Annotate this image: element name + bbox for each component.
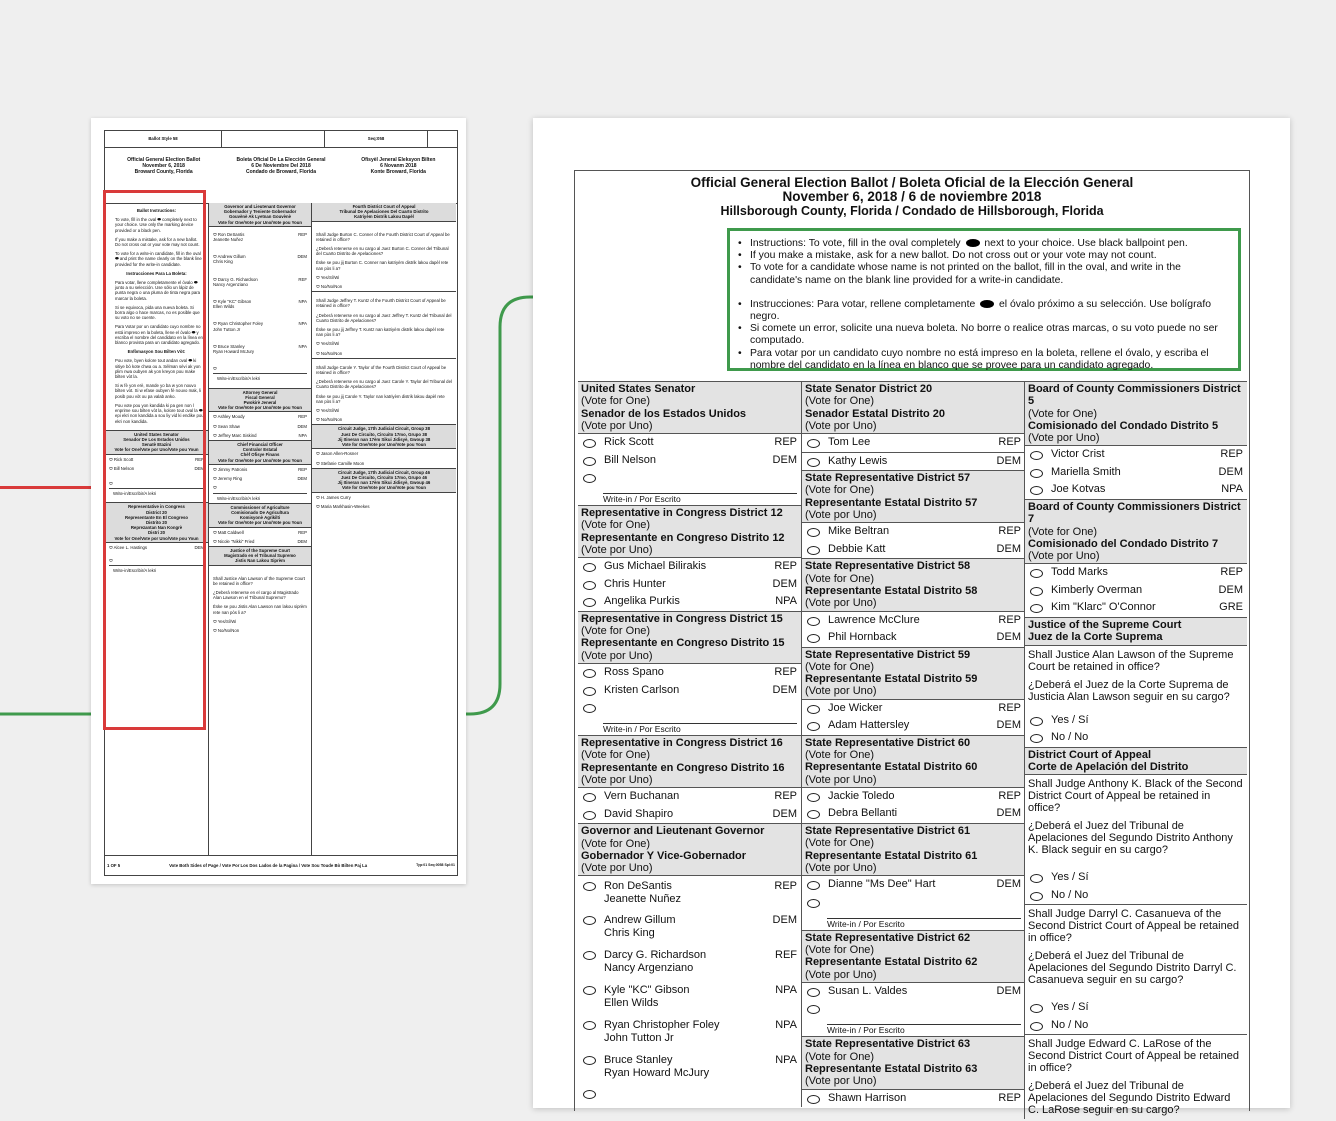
candidate-option[interactable]: Ron DeSantis Jeanette Nuñez REP [578,875,801,910]
sb-candidate[interactable]: ⬭ Kyle "KC" Gibson Ellen Wilds NPA [213,299,307,310]
candidate-option[interactable]: Adam Hattersley DEM [802,717,1025,735]
candidate-option[interactable]: Ryan Christopher Foley John Tutton Jr NPA [578,1015,801,1050]
write-in-option[interactable] [578,1085,801,1121]
yes-option[interactable]: Yes / Sí [1025,869,1247,887]
sb-no-option[interactable]: ⬭ No/No/Non [316,417,343,423]
race-state-rep-60: State Representative District 60 (Vote for One) Representante Estatal Distrito 60 (Vote por Uno) Jackie Toledo REP Debra Bellanti DEM [802,735,1025,823]
small-ballot-column-2: Governor and Lieutenant Governor Gobernador y Teniente Gobernador Gouvènè Ak Lyetnan Gouvènè Vote for One/Vote por Uno/Vote pou Youn ⬭ Ron DeSantis Jeanette Nuñez REP ⬭ Andrew Gillum Chris King DEM ⬭ Darcy G. Richardson Nancy Argenziano REF ⬭ Kyle "KC" Gibson Ellen Wilds NPA ⬭ Ryan Christopher Foley John Tutton Jr NPA ⬭ Bruce Stanley Ryan Howard McJury NPA ⬭ Write-in/Escribir/A lekri Attorney General Fiscal General Pwokirè Jeneral Vote for One/Vote por Uno/Vote pou Youn ⬭ Ashley Moody REP ⬭ Sean Shaw DEM ⬭ Jeffrey Marc Siskind NPA Chief Financial Officer Contralor Estatal Chèf Ofisye Finans Vote for One/Vote por Uno/Vote pou Youn ⬭ Jimmy Patronis REP ⬭ Jeremy Ring DEM ⬭ Write-in/Escribir/A lekri Commissioner of Agriculture Comisionado De Agricultura Komisyonè Agrikilti Vote for One/Vote por Uno/Vote pou Youn ⬭ Matt Caldwell REP ⬭ Nicole "Nikki" Fried DEM Justice of the Supreme Court Magistrado en el Tribunal Supremo Jistis Nan Lakou Siprèm Shall Justice Alan Lawson of the Supreme Court be retained in office? ¿Deberá retenerse en el cargo al Magistrado Alan Lawson en el Tribunal Supremo? Èske se pou Jistis Alan Lawson nan lakou siprèm rete nan pòs li a? ⬭ Yes/Sí/Wi ⬭ No/No/Non [209,203,312,855]
candidate-option[interactable]: Gus Michael Bilirakis REP [578,557,801,576]
sb-candidate[interactable]: ⬭ Nicole "Nikki" Fried DEM [213,538,307,544]
candidate-option[interactable]: Ross Spano REP [578,663,801,682]
candidate-option[interactable]: Joe Wicker REP [802,699,1025,718]
sb-no-option[interactable]: ⬭ No/No/Non [316,350,343,356]
candidate-option[interactable]: Bill Nelson DEM [578,452,801,470]
candidate-option[interactable]: Rick Scott REP [578,433,801,452]
yes-option[interactable]: Yes / Sí [1025,712,1247,730]
race-us-senator: United States Senator (Vote for One) Senador de los Estados Unidos (Vote por Uno) Rick Scott REP Bill Nelson DEM Write-in / Por Escrito [578,381,801,505]
candidate-option[interactable]: Vern Buchanan REP [578,787,801,806]
candidate-option[interactable]: Lawrence McClure REP [802,611,1025,630]
candidate-option[interactable]: Angelika Purkis NPA [578,593,801,611]
sb-candidate[interactable]: ⬭ Maria Markhasin-Weekes [316,503,370,509]
candidate-option[interactable]: David Shapiro DEM [578,806,801,824]
sb-candidate[interactable]: ⬭ Bruce Stanley Ryan Howard McJury NPA [213,343,307,355]
candidate-option[interactable]: Shawn Harrison REP [802,1089,1025,1108]
seq-label: Seq:058 [325,131,428,147]
race-bcc-7: Board of County Commissioners District 7 (Vote for One) Comisionado del Condado Distrito 7 (Vote por Uno) Todd Marks REP Kimberly Overman DEM Kim "Klarc" O'Connor GRE [1025,499,1247,617]
no-option[interactable]: No / No [1025,729,1247,747]
no-option[interactable]: No / No [1025,887,1247,905]
red-connector-line [0,486,104,489]
sb-yes-option[interactable]: ⬭ Yes/Sí/Wi [316,408,340,414]
candidate-option[interactable]: Darcy G. Richardson Nancy Argenziano REF [578,945,801,980]
write-in-option[interactable]: Write-in / Por Escrito [578,699,801,735]
sb-no-option[interactable]: ⬭ No/No/Non [213,627,240,633]
sb-candidate[interactable]: ⬭ Ryan Christopher Foley John Tutton Jr NPA [213,321,307,332]
ballot-column-1 [578,381,801,1121]
sb-candidate[interactable]: ⬭ Sean Shaw DEM [213,423,307,429]
candidate-option[interactable]: Victor Crist REP [1025,445,1247,464]
candidate-option[interactable]: Chris Hunter DEM [578,576,801,594]
candidate-option[interactable]: Kyle "KC" Gibson Ellen Wilds NPA [578,980,801,1015]
candidate-option[interactable]: Debra Bellanti DEM [802,805,1025,823]
sb-candidate[interactable]: ⬭ Darcy G. Richardson Nancy Argenziano REF [213,276,307,287]
write-in-option[interactable]: Write-in / Por Escrito [802,894,1025,930]
filled-oval-icon [966,239,980,247]
candidate-option[interactable]: Kathy Lewis DEM [802,452,1025,471]
race-state-rep-59: State Representative District 59 (Vote for One) Representante Estatal Distrito 59 (Vote por Uno) Joe Wicker REP Adam Hattersley DEM [802,647,1025,735]
sb-yes-option[interactable]: ⬭ Yes/Sí/Wi [316,341,340,347]
candidate-option[interactable]: Kristen Carlson DEM [578,682,801,700]
race-state-rep-57: State Representative District 57 (Vote for One) Representante Estatal Distrito 57 (Vote por Uno) Mike Beltran REP Debbie Katt DEM [802,470,1025,558]
sb-candidate[interactable]: ⬭ Jason Allen-Rosner [316,451,359,457]
candidate-option[interactable]: Bruce Stanley Ryan Howard McJury NPA [578,1050,801,1085]
race-state-rep-61: State Representative District 61 (Vote for One) Representante Estatal Distrito 61 (Vote por Uno) Dianne "Ms Dee" Hart DEM Write-in / Por Escrito [802,823,1025,930]
ballot-style-label: Ballot Style 58 [105,131,222,147]
write-in-option[interactable]: Write-in / Por Escrito [802,1000,1025,1036]
ballot-column-2 [801,381,1025,1107]
race-congress-16: Representative in Congress District 16 (Vote for One) Representante en Congreso Distrito 16 (Vote por Uno) Vern Buchanan REP David Shapiro DEM [578,735,801,823]
candidate-option[interactable]: Andrew Gillum Chris King DEM [578,910,801,945]
filled-oval-icon [980,300,994,308]
red-highlight-box [103,190,206,730]
race-governor: Governor and Lieutenant Governor (Vote for One) Gobernador Y Vice-Gobernador (Vote por Uno) Ron DeSantis Jeanette Nuñez REP Andrew Gillum Chris King DEM Darcy G. Richardson Nancy Argenziano REF Kyle "KC" Gibson Ellen Wilds NPA Ryan Christopher Foley John Tutton Jr NPA Bruce Stanley Ryan Howard McJury NPA [578,823,801,1121]
race-state-rep-62: State Representative District 62 (Vote for One) Representante Estatal Distrito 62 (Vote por Uno) Susan L. Valdes DEM Write-in / Por Escrito [802,930,1025,1037]
candidate-option[interactable]: Todd Marks REP [1025,563,1247,582]
race-supreme-court: Justice of the Supreme Court Juez de la Corte Suprema Shall Justice Alan Lawson of the Supreme Court be retained in office? ¿Deberá el Juez de la Corte Suprema de Justicia Alan Lawson seguir en su cargo? Yes / Sí No / No [1025,617,1247,747]
sb-candidate[interactable]: ⬭ Ron DeSantis Jeanette Nuñez REP [213,231,307,243]
write-in-option[interactable]: Write-in / Por Escrito [578,469,801,505]
race-congress-12: Representative in Congress District 12 (Vote for One) Representante en Congreso Distrito 12 (Vote por Uno) Gus Michael Bilirakis REP Chris Hunter DEM Angelika Purkis NPA [578,505,801,611]
sb-candidate[interactable]: ⬭ Ashley Moody REP [213,414,307,420]
small-ballot-title: Official General Election Ballot November 6, 2018 Broward County, Florida Boleta Oficial De La Elección General 6 De Noviembre Del 2018 Condado de Broward, Florida Ofisyèl Jeneral Eleksyon Bilten 6 Novanm 2018 Konte Broward, Florida [105,151,457,204]
yes-option[interactable]: Yes / Sí [1025,999,1247,1017]
ballot-column-3 [1024,381,1247,1119]
no-option[interactable]: No / No [1025,1017,1247,1035]
small-ballot-thumbnail [91,118,466,884]
candidate-option[interactable]: Debbie Katt DEM [802,541,1025,559]
sb-candidate[interactable]: ⬭ Stefanie Camille Moon [316,460,365,466]
candidate-option[interactable]: Tom Lee REP [802,433,1025,452]
candidate-option[interactable]: Susan L. Valdes DEM [802,982,1025,1001]
race-congress-15: Representative in Congress District 15 (Vote for One) Representante en Congreso Distrito 15 (Vote por Uno) Ross Spano REP Kristen Carlson DEM Write-in / Por Escrito [578,611,801,735]
race-state-rep-58: State Representative District 58 (Vote for One) Representante Estatal Distrito 58 (Vote por Uno) Lawrence McClure REP Phil Hornback DEM [802,558,1025,646]
sb-candidate[interactable]: ⬭ Matt Caldwell REP [213,529,307,535]
candidate-option[interactable]: Mike Beltran REP [802,522,1025,541]
sb-candidate[interactable]: ⬭ Jimmy Patronis REP [213,466,307,472]
sb-no-option[interactable]: ⬭ No/No/Non [316,284,343,290]
sb-candidate[interactable]: ⬭ Bill Nelson DEM [109,465,204,471]
candidate-option[interactable]: Mariella Smith DEM [1025,464,1247,482]
candidate-option[interactable]: Dianne "Ms Dee" Hart DEM [802,875,1025,894]
sb-yes-option[interactable]: ⬭ Yes/Sí/Wi [213,618,237,624]
candidate-option[interactable]: Phil Hornback DEM [802,629,1025,647]
sb-candidate[interactable]: ⬭ H. James Curry [316,494,351,500]
race-state-senator-20: State Senator District 20 (Vote for One) Senador Estatal Distrito 20 (Vote por Uno) Tom Lee REP Kathy Lewis DEM [802,381,1025,470]
small-ballot-column-1: Ballot Instructions: To vote, fill in the oval ⬬ completely next to your choice. Use only the marking device provided or a black pen. If you make a mistake, ask for a new ballot. Do not cross out or your vote may not count. To vote for a write-in candidate, fill in the oval ⬬ and print the name clearly on the blank line provided for the write-in candidate. Instrucciones Para La Boleta: Para votar, llene completamente el óvalo ⬬ junto a su selección. Use sólo un lápiz de punta negra o una pluma de tinta negra para marcar la boleta. Si se equivoca, pida una nueva boleta. Si borra algo o hace marcas, no es posible que su voto no se cuente. Para Votar por un candidato cuyo nombre no está impreso en la boleta, llene el óvalo ⬬ y escriba el nombre del candidato en la línea en blanco provista para un candidato agregado. Enfòmasyon Sou Bilten Vòt: Pou vote, byen kolore tout andan oval ⬬ ki sitiye bò kote chwa ou a. Sèlman sèvi ak yon plim nwa oubyen ak yon kreyon pou make bilten vòt la. Si w fè yon erè, mande yo ba w yon nouvo bilten vòt. Si w efase oubyen fè nouvo mak, li posib pou vòt ou pa valab anko. Pou vote pou yon kandida ki pa gen non l enprime sou bilten vòt la, kolore tout oval la ⬬ epi ekri non kandida a sou liy vid ki endike pou ekri non kandida. United States Senator Senador De Los Estados Unidos Senatè Etazini Vote for One/Vote por Uno/Vote pou Youn ⬭ Rick Scott REP ⬭ Bill Nelson DEM ⬭ Write-in/Escribir/A lekri Representative in Congress District 20 Representante En El Congreso Distrito 20 Reprezantan Nan Kongrè Distri 20 Vote for One/Vote por Uno/Vote pou Youn ⬭ Alcee L. Hastings DEM ⬭ Write-in/Escribir/A lekri [105,203,209,855]
sb-yes-option[interactable]: ⬭ Yes/Sí/Wi [316,274,340,280]
candidate-option[interactable]: Kim "Klarc" O'Connor GRE [1025,599,1247,617]
ballot-title: Official General Election Ballot / Boleta Oficial de la Elección General November 6, 2018 / 6 de noviembre 2018 Hillsborough County, Florida / Condado de Hillsborough, Florida [690,175,1134,218]
race-district-court-of-appeal: District Court of Appeal Corte de Apelación del Distrito Shall Judge Anthony K. Black of the Second District Court of Appeal be retained in office? ¿Deberá el Juez del Tribunal de Apelaciones del Segundo Distrito Anthony K. Black seguir en su cargo? Yes / Sí No / No Shall Judge Darryl C. Casanueva of the Second District Court of Appeal be retained in office? ¿Deberá el Juez del Tribunal de Apelaciones del Segundo Distrito Darryl C. Casanueva seguir en su cargo? Yes / Sí No / No Shall Judge Edward C. LaRose of the Second District Court of Appeal be retained in office? ¿Deberá el Juez del Tribunal de Apelaciones del Segundo Distrito Edward C. LaRose seguir en su cargo? [1025,747,1247,1120]
sb-candidate[interactable]: ⬭ Rick Scott REP [109,456,204,462]
candidate-option[interactable]: Jackie Toledo REP [802,787,1025,806]
sb-candidate[interactable]: ⬭ Alcee L. Hastings DEM [109,544,204,550]
small-ballot-column-3: Fourth District Court of Appeal Tribunal De Apelaciones Del Cuarto Distrito Katriyèm Distrik Lakou Dapèl Shall Judge Burton C. Conner of the Fourth District Court of Appeal be retained in office? ¿Deberá retenerse en su cargo al Juez Burton C. Conner del Tribunal del Cuarto Distrito de Apelaciones? Èske se pou jij Burton C. Conner nan katriyèm distrik lakou dapèl rete nan pòs li a? ⬭ Yes/Sí/Wi ⬭ No/No/Non Shall Judge Jeffrey T. Kuntz of the Fourth District Court of Appeal be retained in office? ¿Deberá retenerse en su cargo al Juez Jeffrey T. Kuntz del Tribunal del Cuarto Distrito de Apelaciones? Èske se pou jij Jeffrey T. Kuntz nan katriyèm distrik lakou dapèl rete nan pòs li a? ⬭ Yes/Sí/Wi ⬭ No/No/Non Shall Judge Carole Y. Taylor of the Fourth District Court of Appeal be retained in office? ¿Deberá retenerse en su cargo al Juez Carole Y. Taylor del Tribunal del Cuarto Distrito de Apelaciones? Èske se pou jij Carole Y. Taylor nan katriyèm distrik lakou dapèl rete nan pòs li a? ⬭ Yes/Sí/Wi ⬭ No/No/Non Circuit Judge, 17th Judicial Circuit, Group 38 Juez De Circuito, Circuito 17mo, Grupo 38 Jij Itineran nan 17èm Sikui Jidisyè, Gwoup 38 Vote for One/Vote por Uno/Vote pou Youn ⬭ Jason Allen-Rosner ⬭ Stefanie Camille Moon Circuit Judge, 17th Judicial Circuit, Group 46 Juez De Circuito, Circuito 17mo, Grupo 46 Jij Itineran nan 17èm Sikui Jidisyè, Gwoup 46 Vote for One/Vote por Uno/Vote pou Youn ⬭ H. James Curry ⬭ Maria Markhasin-Weekes [312,203,456,855]
sb-candidate[interactable]: ⬭ Jeremy Ring DEM [213,476,307,482]
candidate-option[interactable]: Joe Kotvas NPA [1025,481,1247,499]
race-state-rep-63: State Representative District 63 (Vote for One) Representante Estatal Distrito 63 (Vote por Uno) Shawn Harrison REP [802,1036,1025,1107]
instructions-box: • Instructions: To vote, fill in the oval completely next to your choice. Use black ballpoint pen. • If you make a mistake, ask for a new ballot. Do not cross out or your vote may not count. • To vote for a candidate whose name is not printed on the ballot, fill in the oval, and write in the candidate's name on the blank line provided for a write-in candidate. • Instrucciones: Para votar, rellene completamente el óvalo próximo a su selección. Use bolígrafo negro. • Si comete un error, solicite una nueva boleta. No borre o realice otras marcas, o su voto puede no ser computado. • Para votar por un candidato cuyo nombre no está impreso en la boleta, rellene el óvalo, y escriba el nombre del candidato en la línea en blanco que se provee para un candidato agregado. [727,228,1241,371]
candidate-option[interactable]: Kimberly Overman DEM [1025,582,1247,600]
small-ballot-footer: 1 OF 5 Vote Both Sides of Page / Vote Por Los Dos Lados de la Pagina / Vote Sou Toude Bò Bilten Paj La Typ:01 Seq:0058 Spl:01 [105,855,457,875]
sb-candidate[interactable]: ⬭ Jeffrey Marc Siskind NPA [213,432,307,438]
main-ballot-page [533,118,1290,1117]
race-bcc-5: Board of County Commissioners District 5 (Vote for One) Comisionado del Condado Distrito 5 (Vote por Uno) Victor Crist REP Mariella Smith DEM Joe Kotvas NPA [1025,381,1247,499]
sb-candidate[interactable]: ⬭ Andrew Gillum Chris King DEM [213,254,307,265]
